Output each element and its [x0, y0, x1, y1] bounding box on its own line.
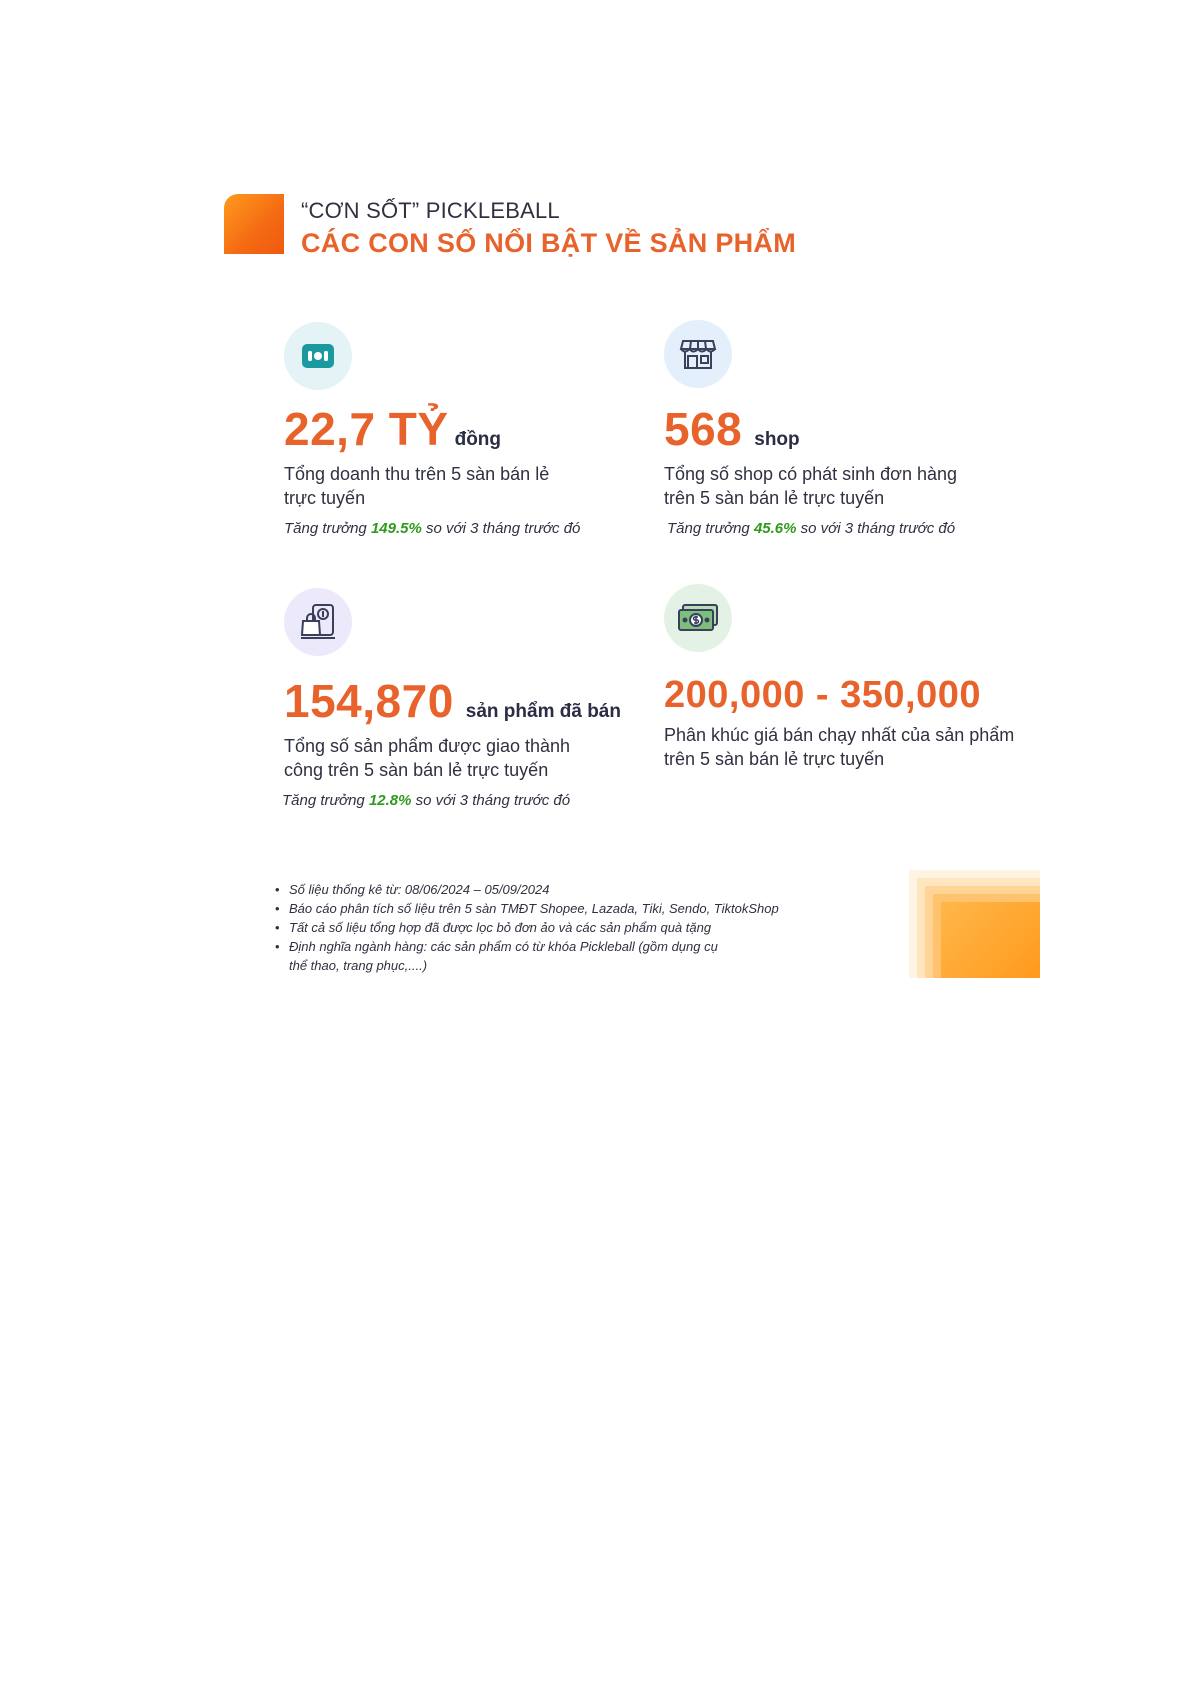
products-sold-growth: Tăng trưởng 12.8% so với 3 tháng trước đó	[282, 792, 571, 809]
money-icon	[284, 322, 352, 390]
shops-unit: shop	[754, 429, 800, 450]
shop-icon	[664, 320, 732, 388]
cash-icon	[664, 584, 732, 652]
revenue-unit: đồng	[454, 429, 502, 450]
footnote-item: • Báo cáo phân tích số liệu trên 5 sàn TMĐT Shopee, Lazada, Tiki, Sendo, TiktokShop	[275, 901, 779, 916]
revenue-growth: Tăng trưởng 149.5% so với 3 tháng trước đó	[284, 520, 581, 537]
price-range-value: 200,000 - 350,000	[664, 674, 981, 716]
price-range-desc-line2: trên 5 sàn bán lẻ trực tuyến	[664, 749, 885, 769]
price-range-desc-line1: Phân khúc giá bán chạy nhất của sản phẩm	[664, 725, 1015, 745]
revenue-growth-value: 149.5%	[370, 520, 422, 537]
shops-desc-line1: Tổng số shop có phát sinh đơn hàng	[664, 464, 958, 484]
footnotes	[275, 880, 779, 975]
products-sold-desc-line1: Tổng số sản phẩm được giao thành	[284, 736, 571, 756]
accent-square	[224, 194, 284, 254]
stat-shops	[664, 320, 1024, 537]
shops-desc-line2: trên 5 sàn bán lẻ trực tuyến	[664, 488, 885, 508]
products-sold-value: 154,870	[284, 675, 454, 727]
shops-value: 568	[664, 403, 743, 455]
stat-price-range	[664, 584, 1024, 771]
shops-growth-value: 45.6%	[753, 520, 797, 537]
products-sold-icon	[284, 588, 352, 656]
shops-growth: Tăng trưởng 45.6% so với 3 tháng trước đó	[667, 520, 956, 537]
products-sold-growth-value: 12.8%	[368, 792, 412, 809]
stat-products-sold	[284, 588, 644, 809]
header-supertitle: “CƠN SỐT” PICKLEBALL	[301, 198, 560, 223]
products-sold-desc-line2: công trên 5 sàn bán lẻ trực tuyến	[284, 760, 549, 780]
products-sold-unit: sản phẩm đã bán	[465, 701, 621, 722]
footnote-item: • Định nghĩa ngành hàng: các sản phẩm có từ khóa Pickleball (gồm dụng cụ	[275, 939, 718, 954]
footnote-item: • Tất cả số liệu tổng hợp đã được lọc bỏ đơn ảo và các sản phẩm quà tặng	[275, 920, 712, 935]
stat-revenue	[284, 322, 644, 537]
revenue-value: 22,7 TỶ	[284, 403, 449, 455]
decorative-gradient	[907, 870, 1040, 978]
revenue-desc-line2: trực tuyến	[284, 488, 366, 508]
revenue-desc-line1: Tổng doanh thu trên 5 sàn bán lẻ	[284, 464, 550, 484]
footnote-continuation: thể thao, trang phục,....)	[289, 958, 428, 973]
page-title: CÁC CON SỐ NỔI BẬT VỀ SẢN PHẨM	[301, 228, 797, 258]
footnote-item: • Số liệu thống kê từ: 08/06/2024 – 05/09/2024	[275, 882, 550, 897]
